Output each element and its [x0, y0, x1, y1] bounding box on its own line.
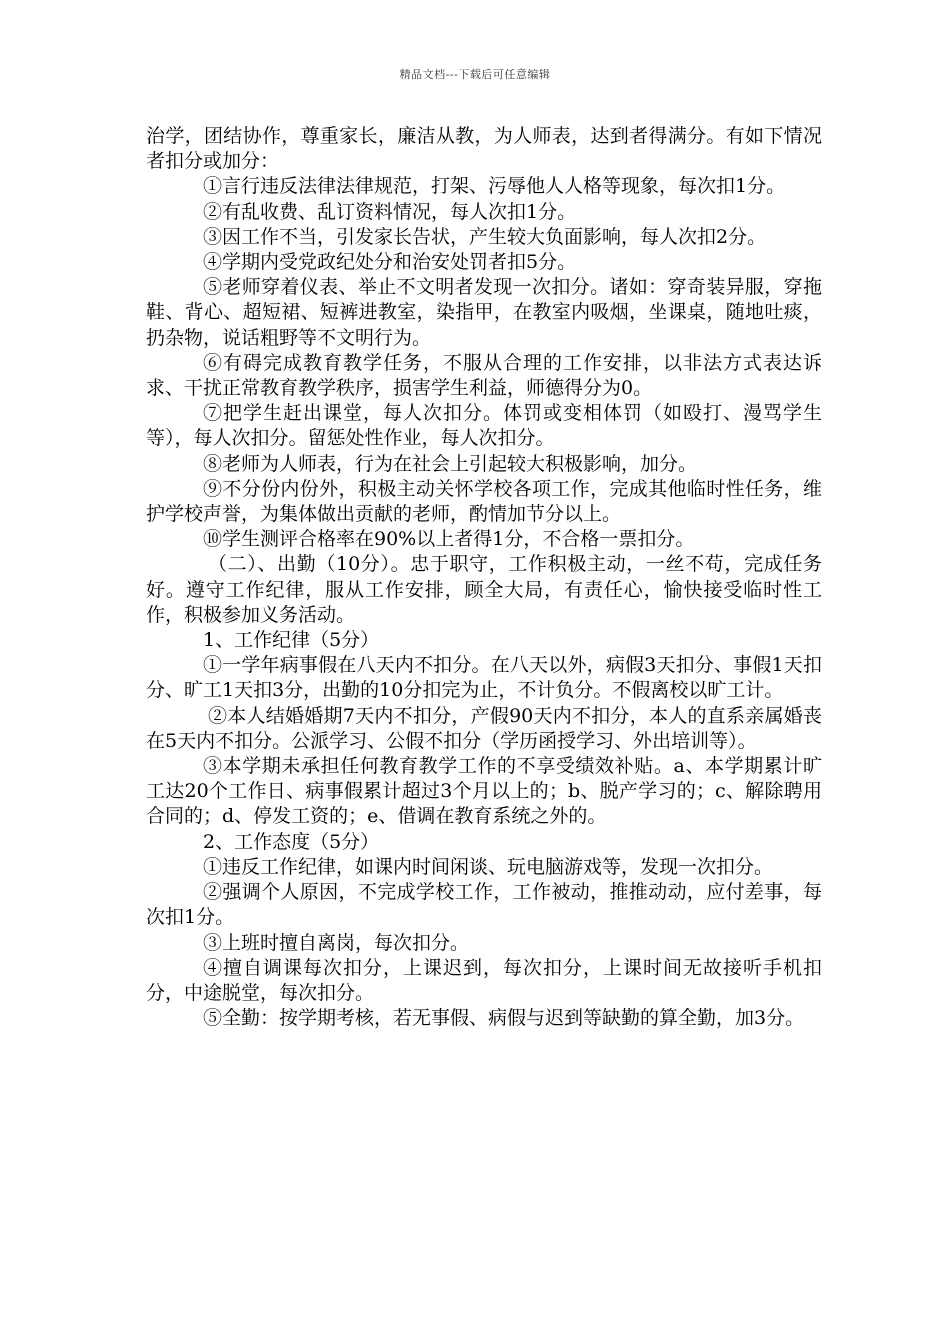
- paragraph: ⑩学生测评合格率在90%以上者得1分，不合格一票扣分。: [203, 528, 695, 551]
- paragraph: ④学期内受党政纪处分和治安处罚者扣5分。: [203, 251, 577, 274]
- section-paragraph: （二）、出勤（10分）。忠于职守，工作积极主动，一丝不苟，完成任务好。遵守工作纪律，服从工作安排，顾全大局，有责任心，愉快接受临时性工作，积极参加义务活动。: [146, 553, 822, 626]
- paragraph: ②有乱收费、乱订资料情况，每人次扣1分。: [203, 200, 577, 223]
- page-header: 精品文档---下载后可任意编辑: [399, 68, 551, 81]
- paragraph: ①言行违反法律法律规范，打架、污辱他人人格等现象，每次扣1分。: [203, 175, 786, 198]
- paragraph: ②强调个人原因，不完成学校工作，工作被动，推推动动，应付差事，每次扣1分。: [146, 881, 822, 929]
- paragraph: ⑤老师穿着仪表、举止不文明者发现一次扣分。诸如：穿奇装异服，穿拖鞋、背心、超短裙、短裤进教室，染指甲，在教室内吸烟，坐课桌，随地吐痰，扔杂物，说话粗野等不文明行为。: [146, 276, 822, 349]
- paragraph: ⑨不分份内份外，积极主动关怀学校各项工作，完成其他临时性任务，维护学校声誉，为集体做出贡献的老师，酌情加节分以上。: [146, 477, 822, 526]
- subsection-heading: 1、工作纪律（5分）: [203, 629, 380, 652]
- subsection-heading: 2、工作态度（5分）: [203, 830, 380, 853]
- paragraph: ③因工作不当，引发家长告状，产生较大负面影响，每人次扣2分。: [203, 225, 767, 248]
- paragraph: ①违反工作纪律，如课内时间闲谈、玩电脑游戏等，发现一次扣分。: [203, 855, 774, 878]
- paragraph: ⑧老师为人师表，行为在社会上引起较大积极影响，加分。: [203, 452, 698, 475]
- paragraph: ⑤全勤：按学期考核，若无事假、病假与迟到等缺勤的算全勤，加3分。: [203, 1007, 805, 1030]
- paragraph: 治学，团结协作，尊重家长，廉洁从教，为人师表，达到者得满分。有如下情况者扣分或加分：: [146, 125, 822, 173]
- paragraph: ⑥有碍完成教育教学任务，不服从合理的工作安排，以非法方式表达诉求、干扰正常教育教学秩序，损害学生利益，师德得分为0。: [146, 351, 822, 400]
- document-body: [146, 124, 822, 1031]
- paragraph: ②本人结婚婚期7天内不扣分，产假90天内不扣分，本人的直系亲属婚丧在5天内不扣分。公派学习、公假不扣分（学历函授学习、外出培训等）。: [146, 704, 822, 752]
- paragraph: ③上班时擅自离岗，每次扣分。: [203, 931, 470, 954]
- paragraph: ①一学年病事假在八天内不扣分。在八天以外，病假3天扣分、事假1天扣分、旷工1天扣3分，出勤的10分扣完为止，不计负分。不假离校以旷工计。: [146, 654, 822, 702]
- paragraph: ⑦把学生赶出课堂，每人次扣分。体罚或变相体罚（如殴打、漫骂学生等），每人次扣分。留惩处性作业，每人次扣分。: [146, 402, 822, 450]
- paragraph: ④擅自调课每次扣分，上课迟到，每次扣分，上课时间无故接听手机扣分，中途脱堂，每次扣分。: [146, 956, 822, 1004]
- paragraph: ③本学期未承担任何教育教学工作的不享受绩效补贴。a、本学期累计旷工达20个工作日、病事假累计超过3个月以上的；b、脱产学习的；c、解除聘用合同的；d、停发工资的；e、借调在教育系统之外的。: [146, 755, 822, 828]
